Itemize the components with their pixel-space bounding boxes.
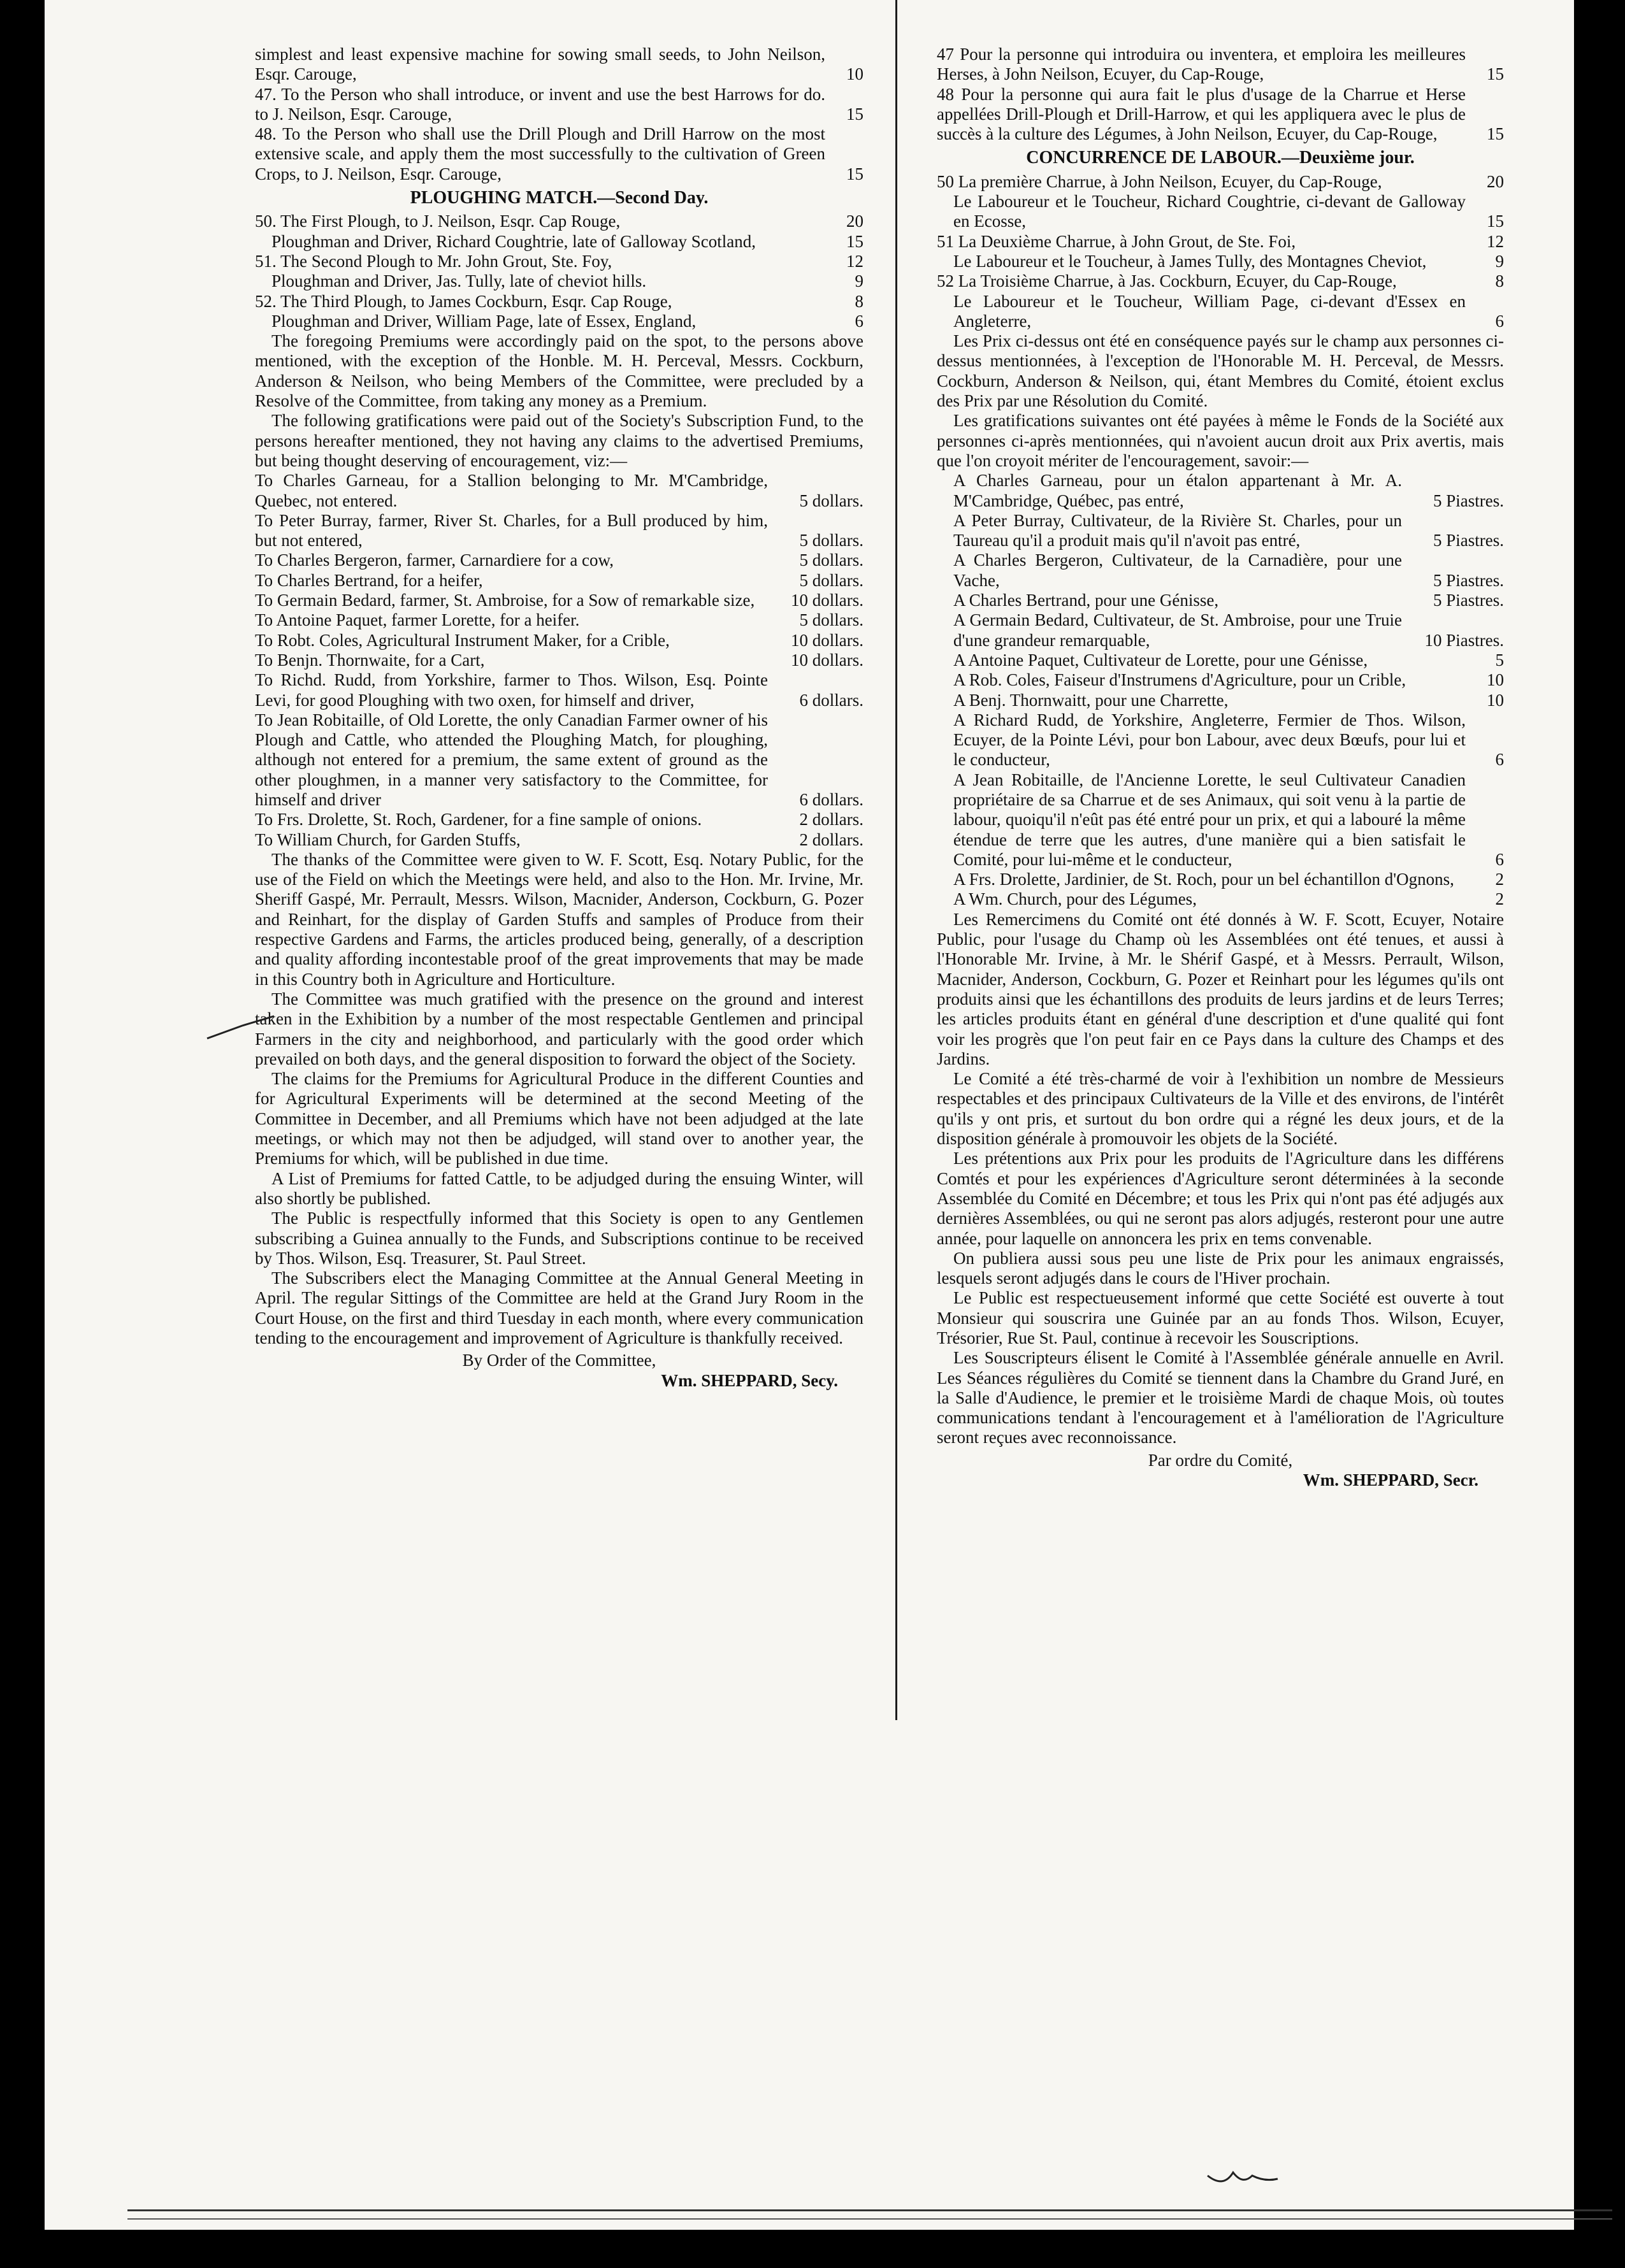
gratification-item: To Charles Garneau, for a Stallion belonging to Mr. M'Cambridge, Quebec, not entered. 5 dollars. [255,471,863,510]
french-column [937,45,1504,1490]
document-page [45,0,1574,2230]
gratification-item: A Charles Bergeron, Cultivateur, de la Carnadière, pour une Vache, 5 Piastres. [953,550,1504,590]
bottom-rule [127,2209,1612,2211]
gratification-item: To Jean Robitaille, of Old Lorette, the only Canadian Farmer owner of his Plough and Cattle, who attended the Ploughing Match, for ploughing, although not entered for a premium, the same extent of ground as the other ploughmen, in a manner very satisfactory to the Committee, for himself and driver 6 dollars. [255,710,863,809]
paragraph: The claims for the Premiums for Agricultural Produce in the different Counties and for Agricultural Experiments will be determined at the second Meeting of the Committee in December, and all Premiums which have not been adjudged at the late meetings, or which may not then be adjudged, will stand over to another year, the Premiums for which, will be published in due time. [255,1069,863,1168]
gratification-item: To Benjn. Thornwaite, for a Cart, 10 dollars. [255,650,863,670]
premium-item: 48. To the Person who shall use the Drill Plough and Drill Harrow on the most extensive scale, and apply them the most successfully to the cultivation of Green Crops, to J. Neilson, Esqr. Carouge, 15 [255,124,863,183]
gratification-item: To Robt. Coles, Agricultural Instrument Maker, for a Crible, 10 dollars. [255,630,863,650]
paragraph: The following gratifications were paid out of the Society's Subscription Fund, to the persons hereafter mentioned, they not having any claims to the advertised Premiums, but being thought deserving of encouragement, viz:— [255,411,863,470]
gratification-item: A Peter Burray, Cultivateur, de la Rivière St. Charles, pour un Taureau qu'il a produit mais qu'il n'avoit pas entré, 5 Piastres. [953,510,1504,550]
match-item: Ploughman and Driver, Jas. Tully, late of cheviot hills. 9 [271,271,863,291]
premium-item: 47 Pour la personne qui introduira ou inventera, et emploira les meilleures Herses, à John Neilson, Ecuyer, du Cap-Rouge, 15 [937,45,1504,84]
gratification-item: To William Church, for Garden Stuffs, 2 dollars. [255,829,863,849]
match-item: 50. The First Plough, to J. Neilson, Esqr. Cap Rouge, 20 [255,212,863,231]
premium-item: 48 Pour la personne qui aura fait le plus d'usage de la Charrue et Herse appellées Drill-Plough et Drill-Harrow, et qui les appliquera avec le plus de succès à la culture des Légumes, à John Neilson, Ecuyer, du Cap-Rouge, 15 [937,84,1504,144]
gratification-item: A Benj. Thornwaitt, pour une Charrette, 10 [953,690,1504,710]
gratification-item: To Richd. Rudd, from Yorkshire, farmer to Thos. Wilson, Esq. Pointe Levi, for good Ploughing with two oxen, for himself and driver, 6 dollars. [255,670,863,710]
premium-item: 47. To the Person who shall introduce, or invent and use the best Harrows for do. to J. Neilson, Esqr. Carouge, 15 [255,84,863,124]
paragraph: Les Remercimens du Comité ont été donnés à W. F. Scott, Ecuyer, Notaire Public, pour l'usage du Champ où les Assemblées ont été tenues, et aussi à l'Honorable Mr. Irvine, à Mr. le Shérif Gaspé, et à Messrs. Perrault, Wilson, Macnider, Anderson, Cockburn, G. Pozer et Reinhart pour les légumes qu'ils ont produits ainsi que les échantillons des produits de leurs jardins et de leurs Terres; les articles produits étant en général d'une description et d'une qualité qui font voir les progrès que l'on peut fair en ce Pays dans la culture des Champs et des Jardins. [937,909,1504,1068]
paragraph: Les prétentions aux Prix pour les produits de l'Agriculture dans les différens Comtés et pour les expériences d'Agriculture seront déterminées à la seconde Assemblée du Comité en Décembre; et tous les Prix qui n'ont pas été adjugés aux dernières Assemblées, ou qui ne seront pas alors adjugés, resteront pour une autre année, pour laquelle on annoncera les prix en tems convenable. [937,1149,1504,1248]
gratification-item: To Frs. Drolette, St. Roch, Gardener, for a fine sample of onions. 2 dollars. [255,810,863,829]
match-item: Le Laboureur et le Toucheur, à James Tully, des Montagnes Cheviot, 9 [953,251,1504,271]
paragraph: Le Public est respectueusement informé que cette Société est ouverte à tout Monsieur qui souscrira une Guinée par an au fonds Thos. Wilson, Ecuyer, Trésorier, Rue St. Paul, continue à recevoir les Souscriptions. [937,1288,1504,1347]
premium-item: simplest and least expensive machine for sowing small seeds, to John Neilson, Esqr. Carouge, 10 [255,45,863,84]
gratification-item: A Charles Garneau, pour un étalon appartenant à Mr. A. M'Cambridge, Québec, pas entré, 5 Piastres. [953,471,1504,510]
paragraph: Les Prix ci-dessus ont été en conséquence payés sur le champ aux personnes ci-dessus mentionnées, à l'exception de l'Honorable M. H. Perceval, de Messrs. Cockburn, Anderson & Neilson, qui, étant Membres du Comité, étoient exclus des Prix par une Résolution du Comité. [937,331,1504,411]
match-item: 52 La Troisième Charrue, à Jas. Cockburn, Ecuyer, du Cap-Rouge, 8 [937,271,1504,291]
match-item: 51. The Second Plough to Mr. John Grout, Ste. Foy, 12 [255,251,863,271]
paragraph: The Subscribers elect the Managing Committee at the Annual General Meeting in April. The regular Sittings of the Committee are held at the Grand Jury Room in the Court House, on the first and third Tuesday in each month, where every communication tending to the encouragement and improvement of Agriculture is thankfully received. [255,1268,863,1347]
match-item: 50 La première Charrue, à John Neilson, Ecuyer, du Cap-Rouge, 20 [937,171,1504,191]
gratification-item: A Germain Bedard, Cultivateur, de St. Ambroise, pour une Truie d'une grandeur remarquable, 10 Piastres. [953,610,1504,650]
by-order-line: Par ordre du Comité, [1148,1450,1293,1470]
gratification-item: To Germain Bedard, farmer, St. Ambroise, for a Sow of remarkable size, 10 dollars. [255,591,863,610]
gratification-item: To Antoine Paquet, farmer Lorette, for a heifer. 5 dollars. [255,610,863,630]
gratification-item: To Peter Burray, farmer, River St. Charles, for a Bull produced by him, but not entered, 5 dollars. [255,510,863,550]
section-heading: PLOUGHING MATCH.—Second Day. [410,188,709,208]
match-item: 52. The Third Plough, to James Cockburn, Esqr. Cap Rouge, 8 [255,291,863,311]
match-item: Ploughman and Driver, William Page, late of Essex, England, 6 [271,311,863,331]
by-order-line: By Order of the Committee, [462,1351,656,1370]
match-item: Le Laboureur et le Toucheur, Richard Coughtrie, ci-devant de Galloway en Ecosse, 15 [953,192,1504,231]
signature: Wm. SHEPPARD, Secy. [661,1370,838,1390]
match-item: Le Laboureur et le Toucheur, William Page, ci-devant d'Essex en Angleterre, 6 [953,291,1504,331]
paragraph: Les gratifications suivantes ont été payées à même le Fonds de la Société aux personnes ci-après mentionnées, qui n'avoient aucun droit aux Prix avertis, mais que l'on croyoit mériter de l'encouragement, savoir:— [937,411,1504,470]
pencil-mark-icon [1204,2163,1281,2195]
gratification-item: To Charles Bergeron, farmer, Carnardiere for a cow, 5 dollars. [255,550,863,570]
match-item: 51 La Deuxième Charrue, à John Grout, de Ste. Foi, 12 [937,231,1504,251]
paragraph: Le Comité a été très-charmé de voir à l'exhibition un nombre de Messieurs respectables et des principaux Cultivateurs de la Ville et des environs, de l'intérêt qu'ils y ont pris, et surtout du bon ordre qui a régné les deux jours, et de la disposition générale à promouvoir les objets de la Société. [937,1069,1504,1149]
column-divider [895,0,897,1720]
paragraph: The Committee was much gratified with the presence on the ground and interest taken in the Exhibition by a number of the most respectable Gentlemen and principal Farmers in the city and neighborhood, and particularly with the good order which prevailed on both days, and the general disposition to forward the object of the Society. [255,989,863,1068]
paragraph: Les Souscripteurs élisent le Comité à l'Assemblée générale annuelle en Avril. Les Séances régulières du Comité se tiennent dans la Chambre du Grand Juré, en la Salle d'Audience, le premier et le troisième Mardi de chaque Mois, où toutes communications tendant à l'encouragement et à l'amélioration de l'Agriculture seront reçues avec reconnoissance. [937,1348,1504,1447]
margin-mark-icon [204,1010,280,1048]
gratification-item: A Richard Rudd, de Yorkshire, Angleterre, Fermier de Thos. Wilson, Ecuyer, de la Pointe Lévi, pour bon Labour, avec deux Bœufs, pour lui et le conducteur, 6 [953,710,1504,770]
paragraph: On publiera aussi sous peu une liste de Prix pour les animaux engraissés, lesquels seront adjugés dans le cours de l'Hiver prochain. [937,1248,1504,1288]
paragraph: The Public is respectfully informed that this Society is open to any Gentlemen subscribing a Guinea annually to the Funds, and Subscriptions continue to be received by Thos. Wilson, Esq. Treasurer, St. Paul Street. [255,1209,863,1268]
gratification-item: To Charles Bertrand, for a heifer, 5 dollars. [255,570,863,590]
signature: Wm. SHEPPARD, Secr. [1303,1470,1478,1490]
section-heading: CONCURRENCE DE LABOUR.—Deuxième jour. [1026,148,1415,168]
gratification-item: A Jean Robitaille, de l'Ancienne Lorette, le seul Cultivateur Canadien propriétaire de sa Charrue et de ses Animaux, qui soit venu à la partie de labour, quoiqu'il n'eût pas été entré pour un prix, et qui a labouré la même étendue de terre que les autres, d'une manière qui a bien satisfait le Comité, pour lui-même et le conducteur, 6 [953,770,1504,869]
paragraph: The foregoing Premiums were accordingly paid on the spot, to the persons above mentioned, with the exception of the Honble. M. H. Perceval, Messrs. Cockburn, Anderson & Neilson, who being Members of the Committee, were precluded by a Resolve of the Committee, from taking any money as a Premium. [255,331,863,411]
english-column [255,45,863,1391]
gratification-item: A Wm. Church, pour des Légumes, 2 [953,889,1504,909]
match-item: Ploughman and Driver, Richard Coughtrie, late of Galloway Scotland, 15 [271,231,863,251]
bottom-rule [127,2218,1612,2220]
paragraph: A List of Premiums for fatted Cattle, to be adjudged during the ensuing Winter, will also shortly be published. [255,1168,863,1208]
gratification-item: A Charles Bertrand, pour une Génisse, 5 Piastres. [953,591,1504,610]
gratification-item: A Antoine Paquet, Cultivateur de Lorette, pour une Génisse, 5 [953,650,1504,670]
gratification-item: A Rob. Coles, Faiseur d'Instrumens d'Agriculture, pour un Crible, 10 [953,670,1504,690]
gratification-item: A Frs. Drolette, Jardinier, de St. Roch, pour un bel échantillon d'Ognons, 2 [953,870,1504,889]
paragraph: The thanks of the Committee were given to W. F. Scott, Esq. Notary Public, for the use of the Field on which the Meetings were held, and also to the Hon. Mr. Irvine, Mr. Sheriff Gaspé, Mr. Perrault, Messrs. Wilson, Macnider, Anderson, Cockburn, G. Pozer and Reinhart, for the display of Garden Stuffs and samples of Produce from their respective Gardens and Farms, the articles produced being, generally, of a description and quality affording incontestable proof of the great improvements that may be made in this Country both in Agriculture and Horticulture. [255,849,863,989]
